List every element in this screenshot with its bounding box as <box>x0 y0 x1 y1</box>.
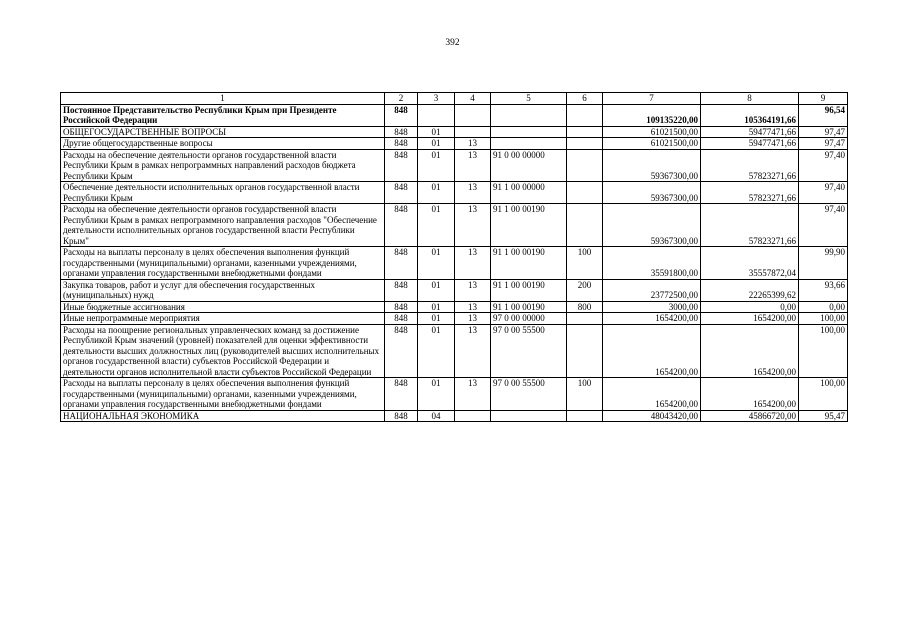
section-code-cell: 01 <box>418 301 455 313</box>
percent-cell: 96,54 <box>799 104 848 126</box>
target-article-cell: 91 1 00 00190 <box>491 247 567 280</box>
expense-type-cell: 200 <box>567 279 603 301</box>
dept-code-cell: 848 <box>385 138 418 150</box>
percent-cell: 100,00 <box>799 313 848 325</box>
actual-amount-cell: 59477471,66 <box>701 126 799 138</box>
expense-type-cell <box>567 149 603 182</box>
percent-cell: 97,47 <box>799 138 848 150</box>
section-code-cell: 01 <box>418 138 455 150</box>
target-article-cell: 91 1 00 00190 <box>491 301 567 313</box>
percent-cell: 97,40 <box>799 204 848 247</box>
percent-cell: 97,40 <box>799 182 848 204</box>
section-code-cell <box>418 104 455 126</box>
section-code-cell: 01 <box>418 378 455 411</box>
percent-cell: 95,47 <box>799 410 848 422</box>
dept-code-cell: 848 <box>385 410 418 422</box>
section-code-cell: 01 <box>418 247 455 280</box>
target-article-cell: 97 0 00 00000 <box>491 313 567 325</box>
actual-amount-cell: 1654200,00 <box>701 324 799 378</box>
plan-amount-cell: 1654200,00 <box>603 313 701 325</box>
target-article-cell: 91 1 00 00190 <box>491 204 567 247</box>
expense-type-cell: 800 <box>567 301 603 313</box>
subsection-code-cell: 13 <box>455 247 491 280</box>
target-article-cell <box>491 410 567 422</box>
percent-cell: 97,47 <box>799 126 848 138</box>
dept-code-cell: 848 <box>385 182 418 204</box>
section-code-cell: 01 <box>418 324 455 378</box>
target-article-cell: 91 1 00 00000 <box>491 182 567 204</box>
subsection-code-cell <box>455 410 491 422</box>
column-header: 3 <box>418 93 455 105</box>
row-name-cell: Расходы на поощрение региональных управленческих команд за достижение Республикой Крым значений (уровней) показателей для оценки эффективности деятельности высших должностных лиц (руководителей высших исполнительных органов государственной власти) субъектов Российской Федерации и деятельности органов исполнительной власти субъектов Российской Федерации <box>61 324 385 378</box>
expense-type-cell: 100 <box>567 378 603 411</box>
subsection-code-cell <box>455 104 491 126</box>
dept-code-cell: 848 <box>385 247 418 280</box>
column-header: 8 <box>701 93 799 105</box>
dept-code-cell: 848 <box>385 324 418 378</box>
actual-amount-cell: 59477471,66 <box>701 138 799 150</box>
actual-amount-cell: 35557872,04 <box>701 247 799 280</box>
row-name-cell: Другие общегосударственные вопросы <box>61 138 385 150</box>
expense-type-cell <box>567 126 603 138</box>
section-code-cell: 01 <box>418 149 455 182</box>
dept-code-cell: 848 <box>385 279 418 301</box>
column-header: 2 <box>385 93 418 105</box>
expense-type-cell <box>567 410 603 422</box>
row-name-cell: ОБЩЕГОСУДАРСТВЕННЫЕ ВОПРОСЫ <box>61 126 385 138</box>
subsection-code-cell: 13 <box>455 378 491 411</box>
subsection-code-cell: 13 <box>455 279 491 301</box>
percent-cell: 100,00 <box>799 324 848 378</box>
plan-amount-cell: 3000,00 <box>603 301 701 313</box>
table-row <box>61 313 848 325</box>
row-name-cell: Расходы на выплаты персоналу в целях обеспечения выполнения функций государственными (муниципальными) органами, казенными учреждениями, органами управления государственными внебюджетными фондами <box>61 247 385 280</box>
expense-type-cell <box>567 313 603 325</box>
table-row <box>61 182 848 204</box>
section-code-cell: 04 <box>418 410 455 422</box>
target-article-cell <box>491 126 567 138</box>
column-header: 7 <box>603 93 701 105</box>
column-header: 5 <box>491 93 567 105</box>
subsection-code-cell <box>455 126 491 138</box>
row-name-cell: Иные бюджетные ассигнования <box>61 301 385 313</box>
percent-cell: 100,00 <box>799 378 848 411</box>
budget-table <box>60 92 848 422</box>
subsection-code-cell: 13 <box>455 138 491 150</box>
page-number: 392 <box>445 38 460 48</box>
table-row <box>61 149 848 182</box>
table-row <box>61 247 848 280</box>
table-row <box>61 378 848 411</box>
target-article-cell: 91 0 00 00000 <box>491 149 567 182</box>
expense-type-cell <box>567 104 603 126</box>
actual-amount-cell: 57823271,66 <box>701 182 799 204</box>
plan-amount-cell: 48043420,00 <box>603 410 701 422</box>
column-header: 1 <box>61 93 385 105</box>
section-code-cell: 01 <box>418 313 455 325</box>
plan-amount-cell: 61021500,00 <box>603 126 701 138</box>
percent-cell: 0,00 <box>799 301 848 313</box>
expense-type-cell <box>567 204 603 247</box>
percent-cell: 93,66 <box>799 279 848 301</box>
target-article-cell <box>491 138 567 150</box>
target-article-cell: 97 0 00 55500 <box>491 324 567 378</box>
plan-amount-cell: 59367300,00 <box>603 182 701 204</box>
section-code-cell: 01 <box>418 182 455 204</box>
subsection-code-cell: 13 <box>455 204 491 247</box>
actual-amount-cell: 22265399,62 <box>701 279 799 301</box>
column-header: 6 <box>567 93 603 105</box>
target-article-cell: 97 0 00 55500 <box>491 378 567 411</box>
row-name-cell: Постоянное Представительство Республики Крым при Президенте Российской Федерации <box>61 104 385 126</box>
percent-cell: 97,40 <box>799 149 848 182</box>
expense-type-cell <box>567 324 603 378</box>
row-name-cell: Иные непрограммные мероприятия <box>61 313 385 325</box>
dept-code-cell: 848 <box>385 104 418 126</box>
table-row <box>61 126 848 138</box>
subsection-code-cell: 13 <box>455 313 491 325</box>
target-article-cell: 91 1 00 00190 <box>491 279 567 301</box>
actual-amount-cell: 57823271,66 <box>701 204 799 247</box>
expense-type-cell <box>567 182 603 204</box>
percent-cell: 99,90 <box>799 247 848 280</box>
dept-code-cell: 848 <box>385 126 418 138</box>
row-name-cell: НАЦИОНАЛЬНАЯ ЭКОНОМИКА <box>61 410 385 422</box>
plan-amount-cell: 59367300,00 <box>603 204 701 247</box>
table-row <box>61 104 848 126</box>
table-row <box>61 279 848 301</box>
expense-type-cell <box>567 138 603 150</box>
plan-amount-cell: 109135220,00 <box>603 104 701 126</box>
table-row <box>61 138 848 150</box>
column-header: 4 <box>455 93 491 105</box>
plan-amount-cell: 1654200,00 <box>603 378 701 411</box>
plan-amount-cell: 35591800,00 <box>603 247 701 280</box>
table-row <box>61 410 848 422</box>
actual-amount-cell: 1654200,00 <box>701 378 799 411</box>
dept-code-cell: 848 <box>385 149 418 182</box>
actual-amount-cell: 57823271,66 <box>701 149 799 182</box>
subsection-code-cell: 13 <box>455 182 491 204</box>
column-header: 9 <box>799 93 848 105</box>
section-code-cell: 01 <box>418 279 455 301</box>
section-code-cell: 01 <box>418 204 455 247</box>
section-code-cell: 01 <box>418 126 455 138</box>
row-name-cell: Расходы на обеспечение деятельности органов государственной власти Республики Крым в рамках непрограммного направления расходов "Обеспечение деятельности исполнительных органов государственной власти Республики Крым" <box>61 204 385 247</box>
expense-type-cell: 100 <box>567 247 603 280</box>
actual-amount-cell: 0,00 <box>701 301 799 313</box>
subsection-code-cell: 13 <box>455 149 491 182</box>
actual-amount-cell: 45866720,00 <box>701 410 799 422</box>
actual-amount-cell: 1654200,00 <box>701 313 799 325</box>
row-name-cell: Закупка товаров, работ и услуг для обеспечения государственных (муниципальных) нужд <box>61 279 385 301</box>
plan-amount-cell: 59367300,00 <box>603 149 701 182</box>
plan-amount-cell: 1654200,00 <box>603 324 701 378</box>
actual-amount-cell: 105364191,66 <box>701 104 799 126</box>
dept-code-cell: 848 <box>385 378 418 411</box>
subsection-code-cell: 13 <box>455 324 491 378</box>
row-name-cell: Расходы на выплаты персоналу в целях обеспечения выполнения функций государственными (муниципальными) органами, казенными учреждениями, органами управления государственными внебюджетными фондами <box>61 378 385 411</box>
row-name-cell: Расходы на обеспечение деятельности органов государственной власти Республики Крым в рамках непрограммных направлений расходов бюджета Республики Крым <box>61 149 385 182</box>
column-number-row <box>61 93 848 105</box>
table-row <box>61 204 848 247</box>
target-article-cell <box>491 104 567 126</box>
table-row <box>61 301 848 313</box>
dept-code-cell: 848 <box>385 313 418 325</box>
row-name-cell: Обеспечение деятельности исполнительных органов государственной власти Республики Крым <box>61 182 385 204</box>
plan-amount-cell: 61021500,00 <box>603 138 701 150</box>
dept-code-cell: 848 <box>385 204 418 247</box>
subsection-code-cell: 13 <box>455 301 491 313</box>
table-row <box>61 324 848 378</box>
plan-amount-cell: 23772500,00 <box>603 279 701 301</box>
dept-code-cell: 848 <box>385 301 418 313</box>
